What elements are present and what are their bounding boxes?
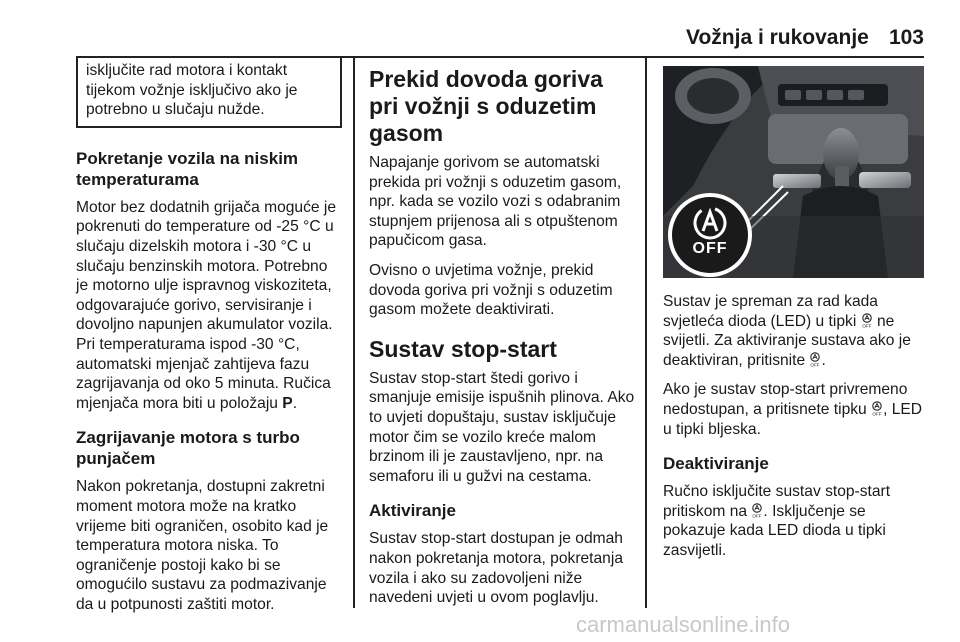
subheading-activation: Aktiviranje	[369, 501, 456, 521]
note-box	[76, 58, 342, 128]
console-photo	[663, 66, 924, 278]
turbo-paragraph: Nakon pokretanja, dostupni zakretni moment motora može na kratko vrijeme biti ograničen, osobito kad je temperatura motora niska. To ograničenje postoji kako bi se omogućilo sustavu za podmazivanje da u potpunosti zaštiti motor.	[76, 478, 329, 613]
stop-start-off-icon	[861, 313, 873, 328]
watermark: carmanualsonline.info	[576, 612, 791, 637]
section-heading-fuel-cutoff: Prekid dovoda goriva pri vožnji s oduzetim gasom	[369, 66, 603, 146]
deactivation-paragraph: Ručno isključite sustav stop-start pritiskom na OFF . Isključenje se pokazuje kada LED dioda u tipki zasvijetli.	[663, 483, 891, 559]
ready-paragraph: Sustav je spreman za rad kada svjetleća dioda (LED) u tipki OFF ne svijetli. Za aktiviranje sustava ako je deaktiviran, pritisnite OFF .	[663, 293, 911, 369]
fuel-cutoff-paragraph-2: Ovisno o uvjetima vožnje, prekid dovoda goriva pri vožnji s oduzetim gasom možete deaktivirati.	[369, 261, 613, 319]
column-divider-left	[353, 58, 355, 608]
middle-column	[369, 66, 635, 618]
activation-paragraph: Sustav stop-start dostupan je odmah nakon pokretanja motora, pokretanja vozila i ako su zadovoljeni niže navedeni uvjeti u ovom poglavlju.	[369, 530, 623, 607]
running-header-title: Vožnja i rukovanje	[686, 26, 869, 49]
right-column	[663, 292, 927, 571]
page-number: 103	[888, 26, 924, 49]
stop-start-off-icon	[751, 503, 763, 518]
left-column	[76, 58, 342, 624]
section-heading-stop-start: Sustav stop-start	[369, 335, 557, 362]
stop-start-off-icon	[809, 352, 821, 367]
section-heading-low-temp: Pokretanje vozila na niskim temperaturama	[76, 148, 299, 189]
low-temp-paragraph: Motor bez dodatnih grijača moguće je pokrenuti do temperature od -25 °C u slučaju dizelskih motora i -30 °C u slučaju benzinskih motora. Potrebno je motorno ulje ispravnog viskoziteta, odgovarajuće gorivo, servisiranje i dovoljno napunjen akumulator vozila. Pri temperaturama ispod -30 °C, automatski mjenjač zahtijeva fazu zagrijavanja od oko 5 minuta. Ručica mjenjača mora biti u položaju P.	[76, 198, 337, 412]
svg-text:OFF: OFF	[810, 362, 821, 367]
subheading-deactivation: Deaktiviranje	[663, 454, 769, 474]
section-heading-turbo: Zagrijavanje motora s turbo punjačem	[76, 428, 300, 469]
svg-text:OFF: OFF	[752, 513, 762, 518]
column-divider-right	[645, 58, 647, 608]
stop-start-paragraph: Sustav stop-start štedi gorivo i smanjuje emisije ispušnih plinova. Ako to uvjeti dopuštaju, sustav isključuje motor čim se vozilo kreće malom brzinom ili je zaustavljeno, npr. na semaforu ili u gužvi na cestama.	[369, 369, 635, 485]
unavailable-paragraph: Ako je sustav stop-start privremeno nedostupan, a pritisnete tipku OFF , LED u tipki bljeska.	[663, 381, 923, 438]
off-button-label: OFF	[692, 240, 728, 257]
stop-start-off-icon	[871, 401, 883, 416]
svg-text:OFF: OFF	[862, 323, 872, 328]
svg-text:OFF: OFF	[872, 411, 882, 416]
note-text: isključite rad motora i kontakt tijekom vožnje isključivo ako je potrebno u slučaju nužde.	[86, 62, 298, 119]
fuel-cutoff-paragraph-1: Napajanje gorivom se automatski prekida pri vožnji s oduzetim gasom, npr. kada se vozilo vozi s odabranim stupnjem prijenosa ali s otpuštenom papučicom gasa.	[369, 154, 622, 250]
